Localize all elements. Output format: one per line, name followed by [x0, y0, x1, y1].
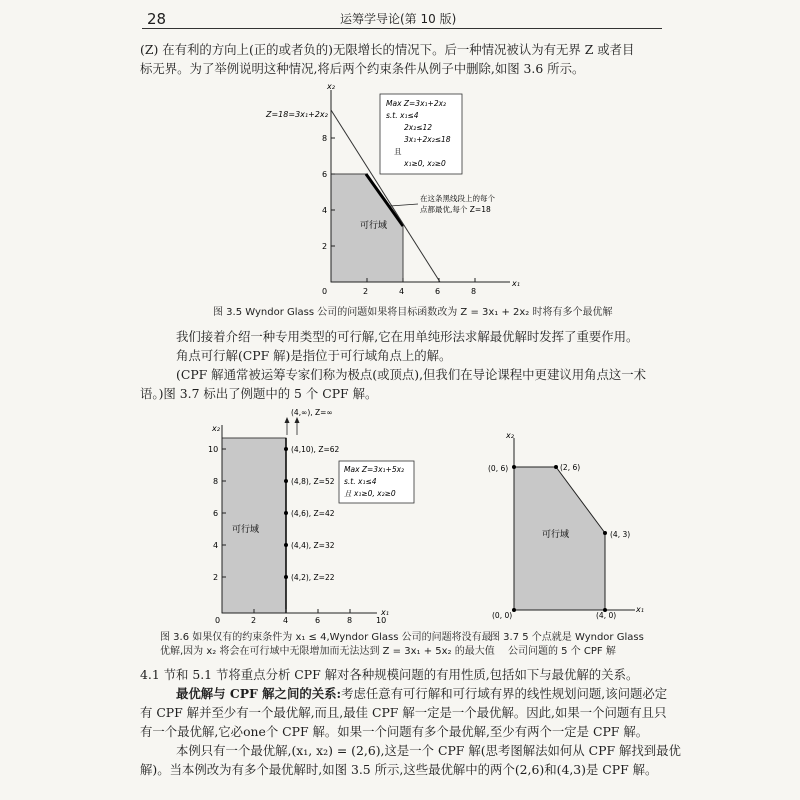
fig35-y-axis-label: x₂ [327, 82, 335, 91]
fig35-xtick-6: 6 [435, 287, 441, 296]
bottom-line-3: 有 CPF 解并至少有一个最优解,而且,最佳 CPF 解一定是一个最优解。因此,如果一个问题有且只 [140, 705, 667, 720]
bottom-line-4: 有一个最优解,它必one个 CPF 解。如果一个问题有多个最优解,至少有两个一定是 CPF 解。 [140, 724, 649, 739]
fig36-region-label: 可行域 [232, 525, 260, 535]
fig36-ytick-2: 2 [213, 573, 219, 582]
fig36-infinity-label: (4,∞), Z=∞ [291, 408, 333, 417]
fig37-caption-line2: 公司问题的 5 个 CPF 解 [508, 646, 616, 657]
book-title: 运筹学导论(第 10 版) [340, 12, 457, 26]
fig37-label-4-3: (4, 3) [610, 530, 631, 539]
fig35-lp-c1: s.t. x₁≤4 [386, 111, 419, 120]
middle-line-4: 语。)图 3.7 标出了例题中的 5 个 CPF 解。 [140, 386, 378, 401]
fig36-point-4-6 [284, 511, 288, 515]
fig35-lp-c2: 2x₂≤12 [404, 123, 433, 132]
fig35-xtick-8: 8 [471, 287, 477, 296]
fig36-ytick-6: 6 [213, 509, 219, 518]
fig36-origin: 0 [215, 616, 221, 625]
fig35-annotation-line2: 点都最优,每个 Z=18 [420, 205, 491, 214]
fig36-xtick-10: 10 [376, 616, 387, 625]
header-rule [142, 28, 662, 29]
fig36-xtick-2: 2 [251, 616, 257, 625]
bottom-line-1: 4.1 节和 5.1 节将重点分析 CPF 解对各种规模问题的有用性质,包括如下与最优解的关系。 [140, 667, 639, 682]
fig36-label-4-4: (4,4), Z=32 [291, 541, 335, 550]
fig35-lp-nonneg: x₁≥0, x₂≥0 [404, 159, 446, 168]
fig36-ytick-4: 4 [213, 541, 219, 550]
intro-line-2: 标无界。为了举例说明这种情况,将后两个约束条件从例子中删除,如图 3.6 所示。 [140, 61, 585, 76]
fig36-xtick-4: 4 [283, 616, 289, 625]
bottom-line-5: 本例只有一个最优解,(x₁, x₂) = (2,6),这是一个 CPF 解(思考图解法如何从 CPF 解找到最优 [176, 743, 681, 758]
fig35-objective-label: Z=18=3x₁+2x₂ [266, 110, 328, 119]
fig36-caption-line1: 图 3.6 如果仅有的约束条件为 x₁ ≤ 4,Wyndor Glass 公司的问题将没有最 [160, 632, 492, 643]
fig35-ytick-6: 6 [322, 170, 328, 179]
intro-paragraph [140, 40, 680, 78]
fig37-point-0-6 [512, 465, 516, 469]
fig36-xtick-8: 8 [347, 616, 353, 625]
fig35-xtick-2: 2 [363, 287, 369, 296]
figure-3-7 [480, 430, 650, 620]
fig37-caption-line1: 图 3.7 5 个点就是 Wyndor Glass [490, 632, 644, 643]
middle-line-1: 我们接着介绍一种专用类型的可行解,它在用单纯形法求解最优解时发挥了重要作用。 [176, 329, 639, 344]
fig35-ytick-2: 2 [322, 242, 328, 251]
fig36-lp-nonneg: 且 x₁≥0, x₂≥0 [344, 489, 396, 498]
fig36-point-4-8 [284, 479, 288, 483]
bottom-bold-heading: 最优解与 CPF 解之间的关系: [176, 686, 342, 701]
fig37-label-2-6: (2, 6) [560, 463, 581, 472]
middle-paragraph [140, 327, 680, 403]
middle-line-3: (CPF 解通常被运筹专家们称为极点(或顶点),但我们在导论课程中更建议用角点这一术 [176, 367, 647, 382]
bottom-line-2: 考虑任意有可行解和可行域有界的线性规划问题,该问题必定 [341, 686, 668, 701]
fig36-label-4-10: (4,10), Z=62 [291, 445, 340, 454]
fig37-point-0-0 [512, 608, 516, 612]
fig37-label-0-6: (0, 6) [488, 464, 509, 473]
fig35-ytick-4: 4 [322, 206, 328, 215]
fig36-point-4-4 [284, 543, 288, 547]
middle-line-2: 角点可行解(CPF 解)是指位于可行域角点上的解。 [176, 348, 452, 363]
fig37-point-2-6 [554, 465, 558, 469]
fig36-label-4-2: (4,2), Z=22 [291, 573, 335, 582]
fig36-label-4-8: (4,8), Z=52 [291, 477, 335, 486]
fig36-caption-line2: 优解,因为 x₂ 将会在可行域中无限增加而无法达到 Z = 3x₁ + 5x₂ 的最大值 [160, 646, 495, 657]
figure-3-6 [195, 405, 455, 625]
bottom-paragraph [140, 665, 680, 779]
intro-line-1: (Z) 在有利的方向上(正的或者负的)无限增长的情况下。后一种情况被认为有无界 Z 或者目 [140, 42, 635, 57]
fig37-x-axis-label: x₁ [636, 605, 644, 614]
fig37-label-0-0: (0, 0) [492, 611, 513, 620]
fig36-point-4-2 [284, 575, 288, 579]
page-number: 28 [147, 10, 167, 28]
fig36-point-4-10 [284, 447, 288, 451]
fig36-lp-c1: s.t. x₁≤4 [344, 477, 377, 486]
fig36-ytick-10: 10 [208, 445, 219, 454]
fig37-region-label: 可行域 [542, 530, 570, 540]
fig35-annotation-pointer [390, 204, 418, 206]
fig36-ytick-8: 8 [213, 477, 219, 486]
fig37-label-4-0: (4, 0) [596, 611, 617, 620]
fig36-y-axis-label: x₂ [212, 424, 220, 433]
fig36-xtick-6: 6 [315, 616, 321, 625]
fig36-label-4-6: (4,6), Z=42 [291, 509, 335, 518]
fig35-origin: 0 [322, 287, 328, 296]
fig35-x-axis-label: x₁ [512, 279, 520, 288]
fig35-ytick-8: 8 [322, 134, 328, 143]
fig35-lp-and: 且 [394, 147, 402, 156]
fig36-x-axis-label: x₁ [381, 608, 389, 617]
fig35-annotation-line1: 在这条黑线段上的每个 [420, 194, 495, 203]
fig35-xtick-4: 4 [399, 287, 405, 296]
bottom-line-6: 解)。当本例改为有多个最优解时,如图 3.5 所示,这些最优解中的两个(2,6)和(4,3)是 CPF 解。 [140, 762, 658, 777]
fig35-region-label: 可行域 [360, 221, 388, 231]
fig35-lp-c3: 3x₁+2x₂≤18 [404, 135, 451, 144]
fig35-lp-objective: Max Z=3x₁+2x₂ [386, 99, 447, 108]
fig37-y-axis-label: x₂ [506, 431, 514, 440]
fig35-caption: 图 3.5 Wyndor Glass 公司的问题如果将目标函数改为 Z = 3x₁ + 2x₂ 时将有多个最优解 [213, 307, 613, 318]
fig37-point-4-3 [603, 531, 607, 535]
fig36-lp-objective: Max Z=3x₁+5x₂ [344, 465, 405, 474]
figure-3-5 [250, 80, 610, 300]
